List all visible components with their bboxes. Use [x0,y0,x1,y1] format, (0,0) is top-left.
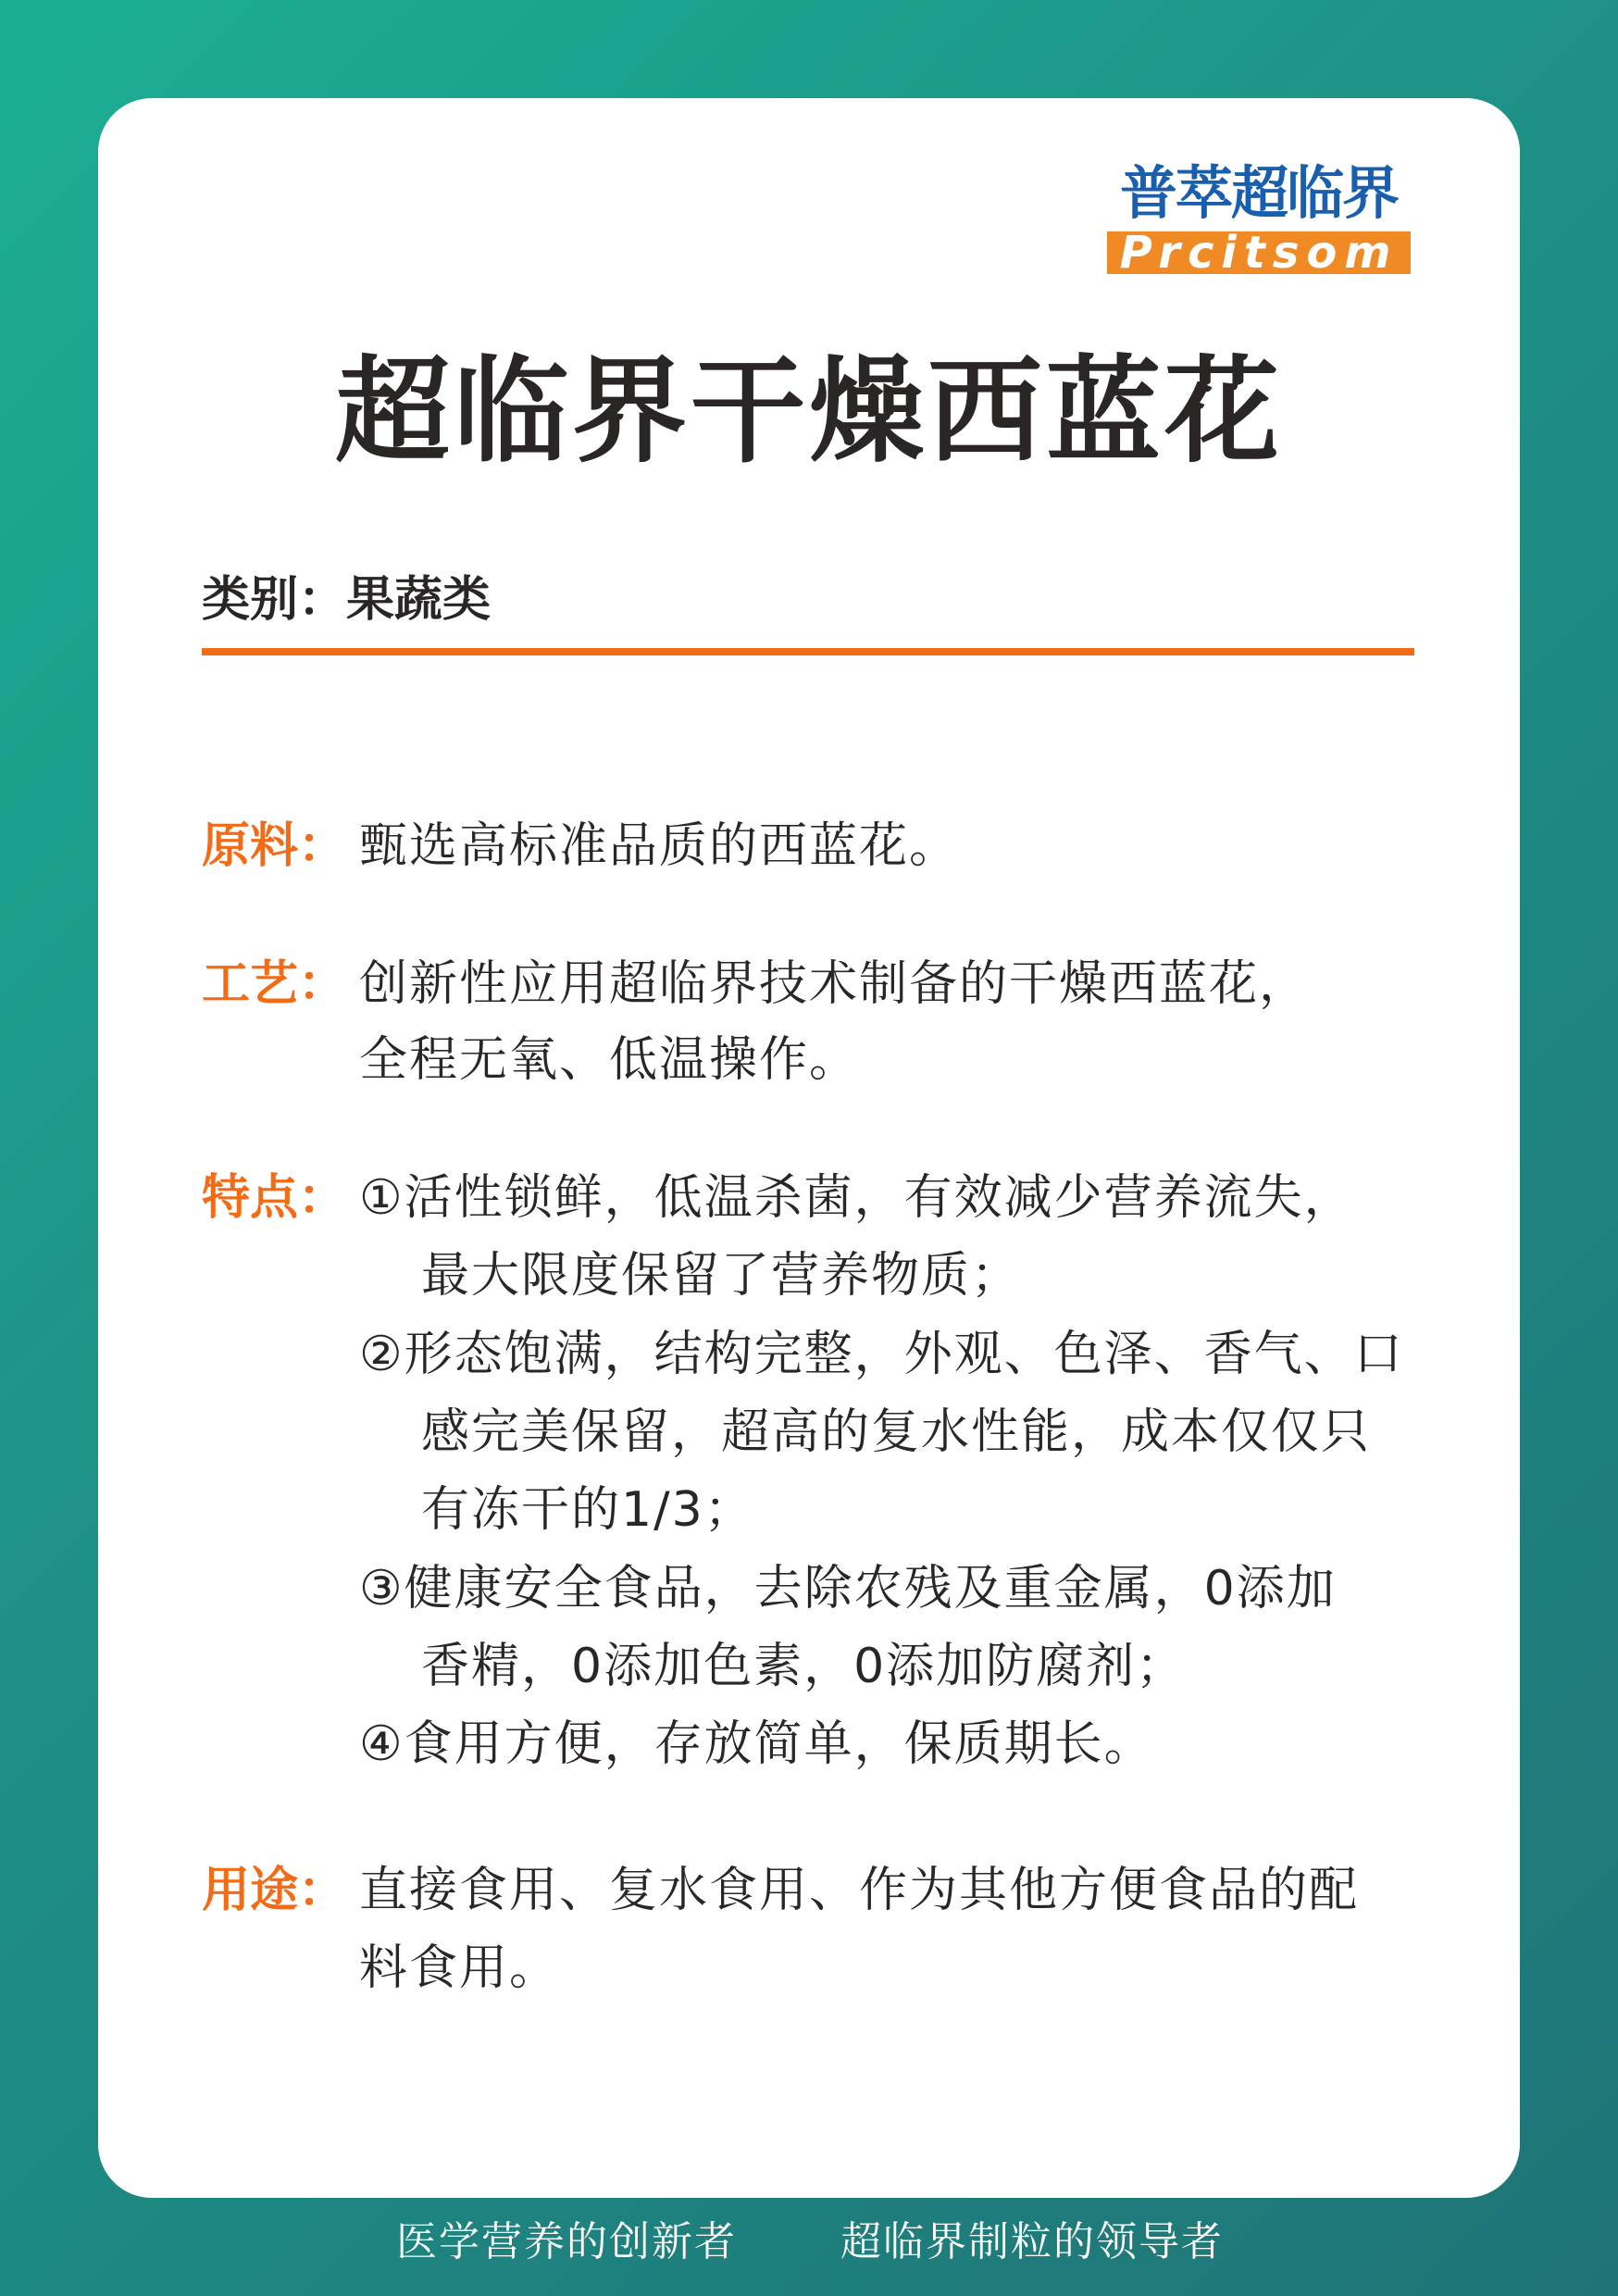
text-line: ③健康安全食品，去除农残及重金属，0添加 [359,1561,1337,1616]
label-usage: 用途： [202,1863,347,1918]
logo-chinese: 普萃超临界 [1119,159,1398,227]
label-features: 特点： [202,1170,347,1226]
label-process: 工艺： [202,956,347,1012]
logo-english: Prcitsom [1107,231,1411,274]
label-raw: 原料： [202,818,347,874]
text-line: 甄选高标准品质的西蓝花。 [359,818,960,874]
text-line: 香精，0添加色素，0添加防腐剂； [421,1639,1187,1694]
text-line: 料食用。 [359,1940,560,1996]
category: 类别：果蔬类 [202,572,492,628]
brand-logo [1107,159,1411,279]
footer-slogan-right: 超临界制粒的领导者 [840,2218,1224,2265]
text-line: ②形态饱满，结构完整，外观、色泽、香气、口 [359,1327,1404,1382]
divider [202,648,1414,655]
text-line: 全程无氧、低温操作。 [359,1032,860,1088]
footer-slogan-left: 医学营养的创新者 [396,2218,737,2265]
text-line: ①活性锁鲜，低温杀菌，有效减少营养流失， [359,1170,1354,1226]
text-line: 创新性应用超临界技术制备的干燥西蓝花， [359,956,1310,1012]
text-line: 感完美保留，超高的复水性能，成本仅仅只 [421,1404,1372,1460]
text-line: ④食用方便，存放简单，保质期长。 [359,1716,1154,1772]
text-line: 有冻干的1/3； [421,1482,754,1538]
page-title: 超临界干燥西蓝花 [334,345,1283,479]
text-line: 直接食用、复水食用、作为其他方便食品的配 [359,1863,1360,1918]
text-line: 最大限度保留了营养物质； [421,1248,1022,1304]
